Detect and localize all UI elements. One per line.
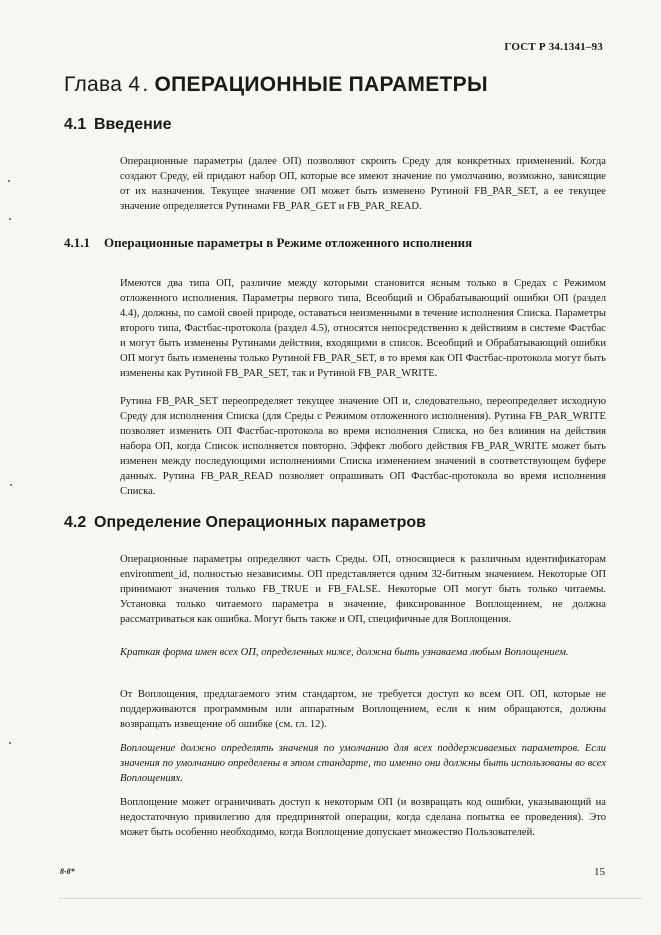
- scan-speck: [10, 484, 12, 486]
- paragraph: Имеются два типа ОП, различие между которыми становится ясным только в Средах с Режимом отложенного исполнения. Параметры первого типа, Всеобщий и Обрабатывающий ошибки ОП (раздел 4.4), должны, по самой своей природе, оставаться неизменными в течение исполнения Списка. Параметры второго типа, Фастбас-протокола (раздел 4.5), относятся непосредственно к действиям в системе Фастбас и могут быть изменены Рутинами действия, входящими в список. Всеобщий и Обрабатывающий ошибки ОП могут быть изменены только Рутиной FB_PAR_SET, в то время как ОП Фастбас-протокола могут быть изменены как Рутиной FB_PAR_SET, так и Рутиной FB_PAR_WRITE.: [120, 278, 606, 379]
- section-number: 4.1: [64, 116, 87, 133]
- scan-speck: [9, 218, 11, 220]
- standard-header: ГОСТ Р 34.1341–93: [504, 41, 603, 53]
- italic-paragraph: Краткая форма имен всех ОП, определенных ниже, должна быть узнаваема любым Воплощением.: [120, 647, 569, 658]
- scan-speck: [8, 180, 10, 182]
- bottom-divider: [60, 898, 641, 899]
- subsection-heading-4-1-1: [64, 235, 472, 251]
- paragraph: Операционные параметры определяют часть Среды. ОП, относящиеся к различным идентификаторам environment_id, полностью независимы. ОП представляется одним 32-битным значением. Некоторые ОП принимают значения только FB_TRUE и FB_FALSE. Некоторые ОП могут быть только читаемы. Установка только читаемого параметра в значение, фиксированное Воплощением, не должна рассматриваться как ошибка. Могут быть также и ОП, специфичные для Воплощения.: [120, 554, 606, 625]
- signature-mark: 8-8*: [60, 867, 75, 876]
- subsection-title: Операционные параметры в Режиме отложенного исполнения: [104, 235, 473, 250]
- paragraph: Операционные параметры (далее ОП) позволяют скроить Среду для конкретных применений. Когда создают Среду, ей придают набор ОП, которые все имеют значение по умолчанию, возможно, зависящие от их назначения. Текущее значение ОП может быть изменено Рутиной FB_PAR_SET, а ее текущее значение определяется Рутинами FB_PAR_GET и FB_PAR_READ.: [120, 156, 606, 212]
- section-heading-4-1: [64, 116, 172, 134]
- section-title: Введение: [94, 116, 172, 133]
- section-title: Определение Операционных параметров: [94, 514, 426, 531]
- section-number: 4.2: [64, 514, 87, 531]
- section-heading-4-2: [64, 514, 426, 532]
- page-number: 15: [594, 866, 605, 878]
- paragraph: Рутина FB_PAR_SET переопределяет текущее значение ОП и, следовательно, переопределяет исходную Среду для исполнения Списка (для Среды с Режимом отложенного исполнения). Рутина FB_PAR_WRITE позволяет изменить ОП Фастбас-протокола во время исполнения Списка, но без влияния на действия набора ОП, когда Список исполняется повторно. Эффект любого действия FB_PAR_WRITE может быть изменен между последующими исполнениями Списка изменением значений в соответствующем буфере данных. Рутина FB_PAR_READ позволяет опрашивать ОП Фастбас-протокола во время исполнения Списка.: [120, 396, 606, 497]
- chapter-heading: ОПЕРАЦИОННЫЕ ПАРАМЕТРЫ: [154, 73, 488, 96]
- scan-speck: [9, 742, 11, 744]
- paragraph: От Воплощения, предлагаемого этим стандартом, не требуется доступ ко всем ОП. ОП, которые не поддерживаются программным или аппаратным Воплощением, если к ним обращаются, должны возвращать извещение об ошибке (см. гл. 12).: [120, 689, 606, 730]
- chapter-label: Глава 4: [64, 73, 141, 96]
- chapter-dot: .: [142, 73, 149, 96]
- subsection-number: 4.1.1: [64, 235, 90, 250]
- paragraph: Воплощение может ограничивать доступ к некоторым ОП (и возвращать код ошибки, указывающий на недостаточную привилегию для предпринятой операции, когда сделана попытка ее проведения). Это может быть особенно необходимо, когда Воплощение допускает множество Пользователей.: [120, 797, 606, 838]
- chapter-title: [64, 73, 488, 97]
- italic-paragraph: Воплощение должно определять значения по умолчанию для всех поддерживаемых параметров. Если значения по умолчанию определены в этом стандарте, то именно они должны быть использованы во всех Воплощениях.: [120, 743, 606, 784]
